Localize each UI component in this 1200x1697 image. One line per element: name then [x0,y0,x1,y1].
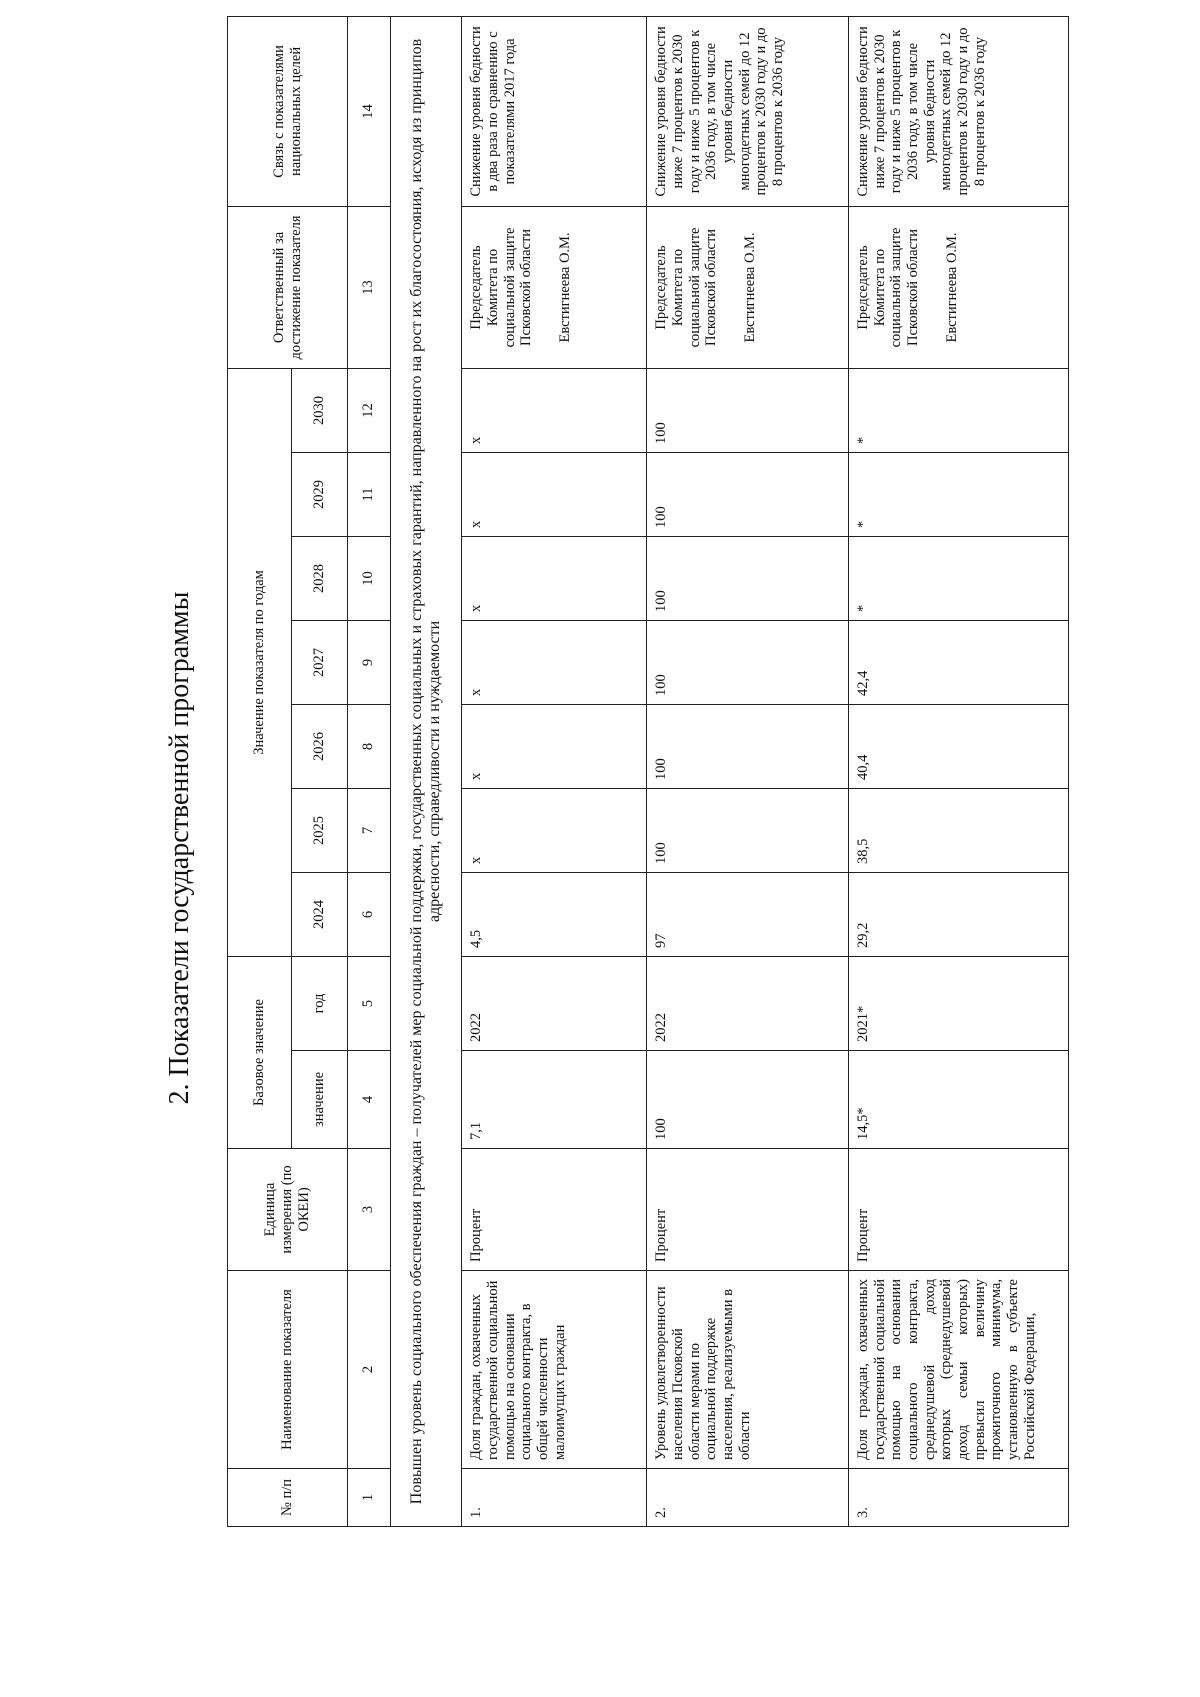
column-number: 6 [348,872,391,956]
unit-cell: Процент [848,1149,1068,1271]
column-number: 12 [348,368,391,452]
base-value-cell: 7,1 [462,1051,647,1149]
table-row [462,16,647,1526]
year-value-cell: х [462,788,647,872]
base-value-cell: 14,5* [848,1051,1068,1149]
header-unit: Единица измерения (по ОКЕИ) [228,1149,348,1271]
year-value-cell: * [848,452,1068,536]
year-value-cell: 100 [647,704,849,788]
responsible-position: Председатель Комитета по социальной защите Псковской области [468,227,535,348]
year-value-cell: х [462,620,647,704]
indicators-table-sheet [227,26,1069,1527]
column-number: 10 [348,536,391,620]
national-goal-link: Снижение уровня бедности ниже 7 процентов к 2030 году и ниже 5 процентов к 2036 году, в том числе уровня бедности многодетных семей до 12 процентов к 2030 году и до 8 процентов к 2036 году [848,16,1068,206]
responsible-position: Председатель Комитета по социальной защите Псковской области [854,227,921,348]
national-goal-link: Снижение уровня бедности в два раза по сравнению с показателями 2017 года [462,16,647,206]
header-base-value: значение [292,1051,348,1149]
row-num: 3. [848,1469,1068,1527]
year-value-cell: 100 [647,368,849,452]
header-num: № п/п [228,1469,348,1527]
year-value-cell: 97 [647,872,849,956]
indicators-table [227,16,1069,1527]
base-year-cell: 2022 [647,956,849,1050]
year-value-cell: 4,5 [462,872,647,956]
column-number: 2 [348,1271,391,1469]
table-row [848,16,1068,1526]
responsible-position: Председатель Комитета по социальной защите Псковской области [653,227,720,348]
responsible-person: Евстигнеева О.М. [943,232,960,343]
header-year: 2027 [292,620,348,704]
year-value-cell: 29,2 [848,872,1068,956]
header-year: 2026 [292,704,348,788]
row-num: 2. [647,1469,849,1527]
header-responsible: Ответственный за достижение показателя [228,206,348,368]
year-value-cell: х [462,536,647,620]
header-year: 2024 [292,872,348,956]
column-numbers-row [348,16,391,1526]
indicator-name: Уровень удовлетворенности населения Псковской области мерами по социальной поддержке населения, реализуемыми в области [647,1271,849,1469]
unit-cell: Процент [647,1149,849,1271]
base-year-cell: 2022 [462,956,647,1050]
header-by-years: Значение показателя по годам [228,368,292,956]
column-number: 9 [348,620,391,704]
column-number: 13 [348,206,391,368]
column-number: 1 [348,1469,391,1527]
year-value-cell: 38,5 [848,788,1068,872]
column-number: 4 [348,1051,391,1149]
unit-cell: Процент [462,1149,647,1271]
responsible-person: Евстигнеева О.М. [556,232,573,343]
column-number: 8 [348,704,391,788]
base-year-cell: 2021* [848,956,1068,1050]
column-number: 14 [348,16,391,206]
responsible-cell [647,206,849,368]
year-value-cell: 100 [647,620,849,704]
column-number: 3 [348,1149,391,1271]
header-base: Базовое значение [228,956,292,1148]
year-value-cell: * [848,536,1068,620]
table-row [647,16,849,1526]
goal-text: Повышен уровень социального обеспечения граждан – получателей мер социальной поддержки, государственных социальных и страховых гарантий, направленного на рост их благосостояния, исходя из принципов адресности, справедливости и нуждаемости [390,16,462,1526]
page-title: 2. Показатели государственной программы [164,591,195,1105]
year-value-cell: 100 [647,536,849,620]
header-year: 2028 [292,536,348,620]
year-value-cell: х [462,704,647,788]
header-year: 2025 [292,788,348,872]
responsible-cell [462,206,647,368]
year-value-cell: х [462,368,647,452]
responsible-person: Евстигнеева О.М. [741,232,758,343]
column-number: 7 [348,788,391,872]
goal-row [390,16,462,1526]
base-value-cell: 100 [647,1051,849,1149]
header-base-year: год [292,956,348,1050]
indicator-name: Доля граждан, охваченных государственной социальной помощью на основании социального контракта, среднедушевой доход которых (среднедушевой доход семьи которых) превысил величину прожиточного минимума, установленную в субъекте Российской Федерации, [848,1271,1068,1469]
year-value-cell: 100 [647,788,849,872]
year-value-cell: * [848,368,1068,452]
header-year: 2030 [292,368,348,452]
column-number: 11 [348,452,391,536]
year-value-cell: х [462,452,647,536]
year-value-cell: 100 [647,452,849,536]
responsible-cell [848,206,1068,368]
column-number: 5 [348,956,391,1050]
header-name: Наименование показателя [228,1271,348,1469]
national-goal-link: Снижение уровня бедности ниже 7 процентов к 2030 году и ниже 5 процентов к 2036 году, в том числе уровня бедности многодетных семей до 12 процентов к 2030 году и до 8 процентов к 2036 году [647,16,849,206]
header-year: 2029 [292,452,348,536]
indicator-name: Доля граждан, охваченных государственной социальной помощью на основании социального контракта, в общей численности малоимущих граждан [462,1271,647,1469]
row-num: 1. [462,1469,647,1527]
header-link: Связь с показателями национальных целей [228,16,348,206]
year-value-cell: 42,4 [848,620,1068,704]
year-value-cell: 40,4 [848,704,1068,788]
